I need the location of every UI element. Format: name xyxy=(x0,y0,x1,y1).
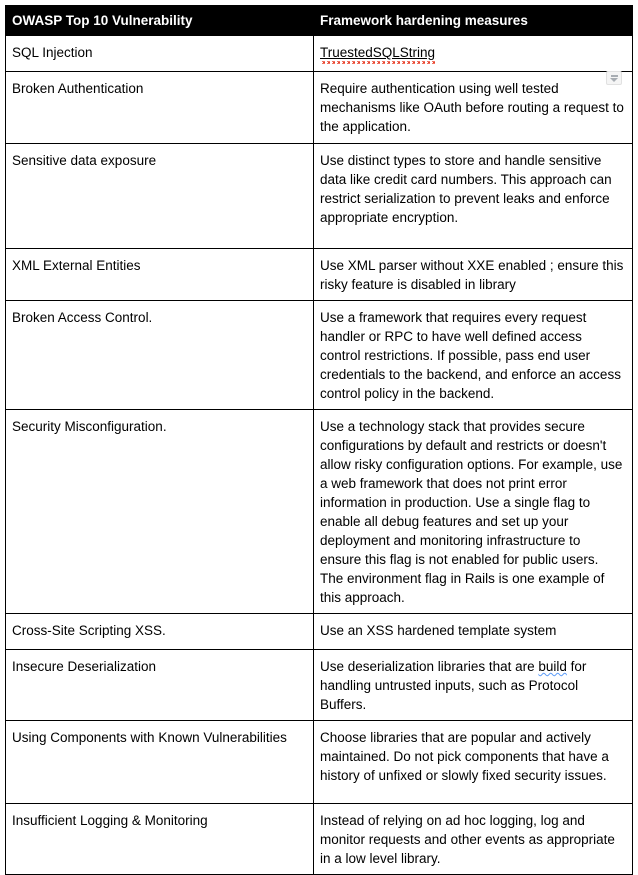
measure-text: Use deserialization libraries that are xyxy=(320,659,539,674)
vulnerability-text: Insufficient Logging & Monitoring xyxy=(12,813,208,828)
measure-text: Use distinct types to store and handle sensitive data like credit card numbers. This approach can restrict serialization to prevent leaks and enforce appropriate encryption. xyxy=(320,153,612,225)
vulnerability-table xyxy=(5,5,633,875)
vulnerability-cell[interactable] xyxy=(6,144,314,249)
vulnerability-cell[interactable] xyxy=(6,650,314,721)
vulnerability-cell[interactable] xyxy=(6,721,314,804)
measure-cell[interactable] xyxy=(314,804,633,875)
vulnerability-cell[interactable] xyxy=(6,72,314,144)
collapse-triangle-icon xyxy=(610,75,618,82)
measure-cell[interactable] xyxy=(314,614,633,650)
measure-cell[interactable] xyxy=(314,144,633,249)
vulnerability-cell[interactable] xyxy=(6,301,314,410)
table-row xyxy=(6,144,633,249)
table-row xyxy=(6,249,633,301)
measure-text: for handling untrusted inputs, such as Protocol Buffers. xyxy=(320,659,587,712)
vulnerability-text: Cross-Site Scripting XSS. xyxy=(12,623,166,638)
measure-cell[interactable] xyxy=(314,721,633,804)
vulnerability-text: SQL Injection xyxy=(12,45,93,60)
vulnerability-text: Broken Authentication xyxy=(12,81,144,96)
vulnerability-cell[interactable] xyxy=(6,614,314,650)
table-row xyxy=(6,721,633,804)
measure-text: Choose libraries that are popular and actively maintained. Do not pick components that have a history of unfixed or slowly fixed security issues. xyxy=(320,730,609,783)
column-header-measures: Framework hardening measures xyxy=(314,6,633,36)
table-header-row xyxy=(6,6,633,36)
table-row xyxy=(6,614,633,650)
vulnerability-text: Using Components with Known Vulnerabilities xyxy=(12,730,287,745)
table-row xyxy=(6,301,633,410)
vulnerability-text: Insecure Deserialization xyxy=(12,659,157,674)
measure-cell[interactable] xyxy=(314,650,633,721)
measure-text: Use a framework that requires every request handler or RPC to have well defined access control restrictions. If possible, pass end user credentials to the backend, and enforce an access control policy in the backend. xyxy=(320,310,621,401)
measure-text: Use XML parser without XXE enabled ; ensure this risky feature is disabled in library xyxy=(320,258,624,292)
measure-text-spelling-underline: TruestedSQLString xyxy=(320,45,436,60)
vulnerability-cell[interactable] xyxy=(6,410,314,614)
table-row xyxy=(6,36,633,72)
measure-text: Use an XSS hardened template system xyxy=(320,623,557,638)
table-row xyxy=(6,72,633,144)
measure-cell[interactable] xyxy=(314,249,633,301)
vulnerability-cell[interactable] xyxy=(6,36,314,72)
vulnerability-cell[interactable] xyxy=(6,804,314,875)
column-header-vulnerability: OWASP Top 10 Vulnerability xyxy=(6,6,314,36)
measure-text: Instead of relying on ad hoc logging, log and monitor requests and other events as appropriate in a low level library. xyxy=(320,813,615,866)
vulnerability-text: Security Misconfiguration. xyxy=(12,419,167,434)
vulnerability-text: Sensitive data exposure xyxy=(12,153,157,168)
vulnerability-cell[interactable] xyxy=(6,249,314,301)
measure-cell[interactable] xyxy=(314,410,633,614)
table-row xyxy=(6,410,633,614)
measure-cell[interactable] xyxy=(314,72,633,144)
measure-cell[interactable] xyxy=(314,301,633,410)
table-row xyxy=(6,804,633,875)
measure-text-grammar: build xyxy=(538,659,567,674)
measure-text: Use a technology stack that provides secure configurations by default and restricts or doesn't allow risky configuration options. For example, use a web framework that does not print error information in production. Use a single flag to enable all debug features and set up your deployment and monitoring infrastructure to ensure this flag is not enabled for public users. The environment flag in Rails is one example of this approach. xyxy=(320,419,623,605)
collapsed-comment-marker[interactable] xyxy=(606,71,622,85)
table-row xyxy=(6,650,633,721)
measure-text: Require authentication using well tested mechanisms like OAuth before routing a request to the application. xyxy=(320,81,624,134)
vulnerability-text: Broken Access Control. xyxy=(12,310,153,325)
vulnerability-text: XML External Entities xyxy=(12,258,141,273)
measure-cell[interactable] xyxy=(314,36,633,72)
